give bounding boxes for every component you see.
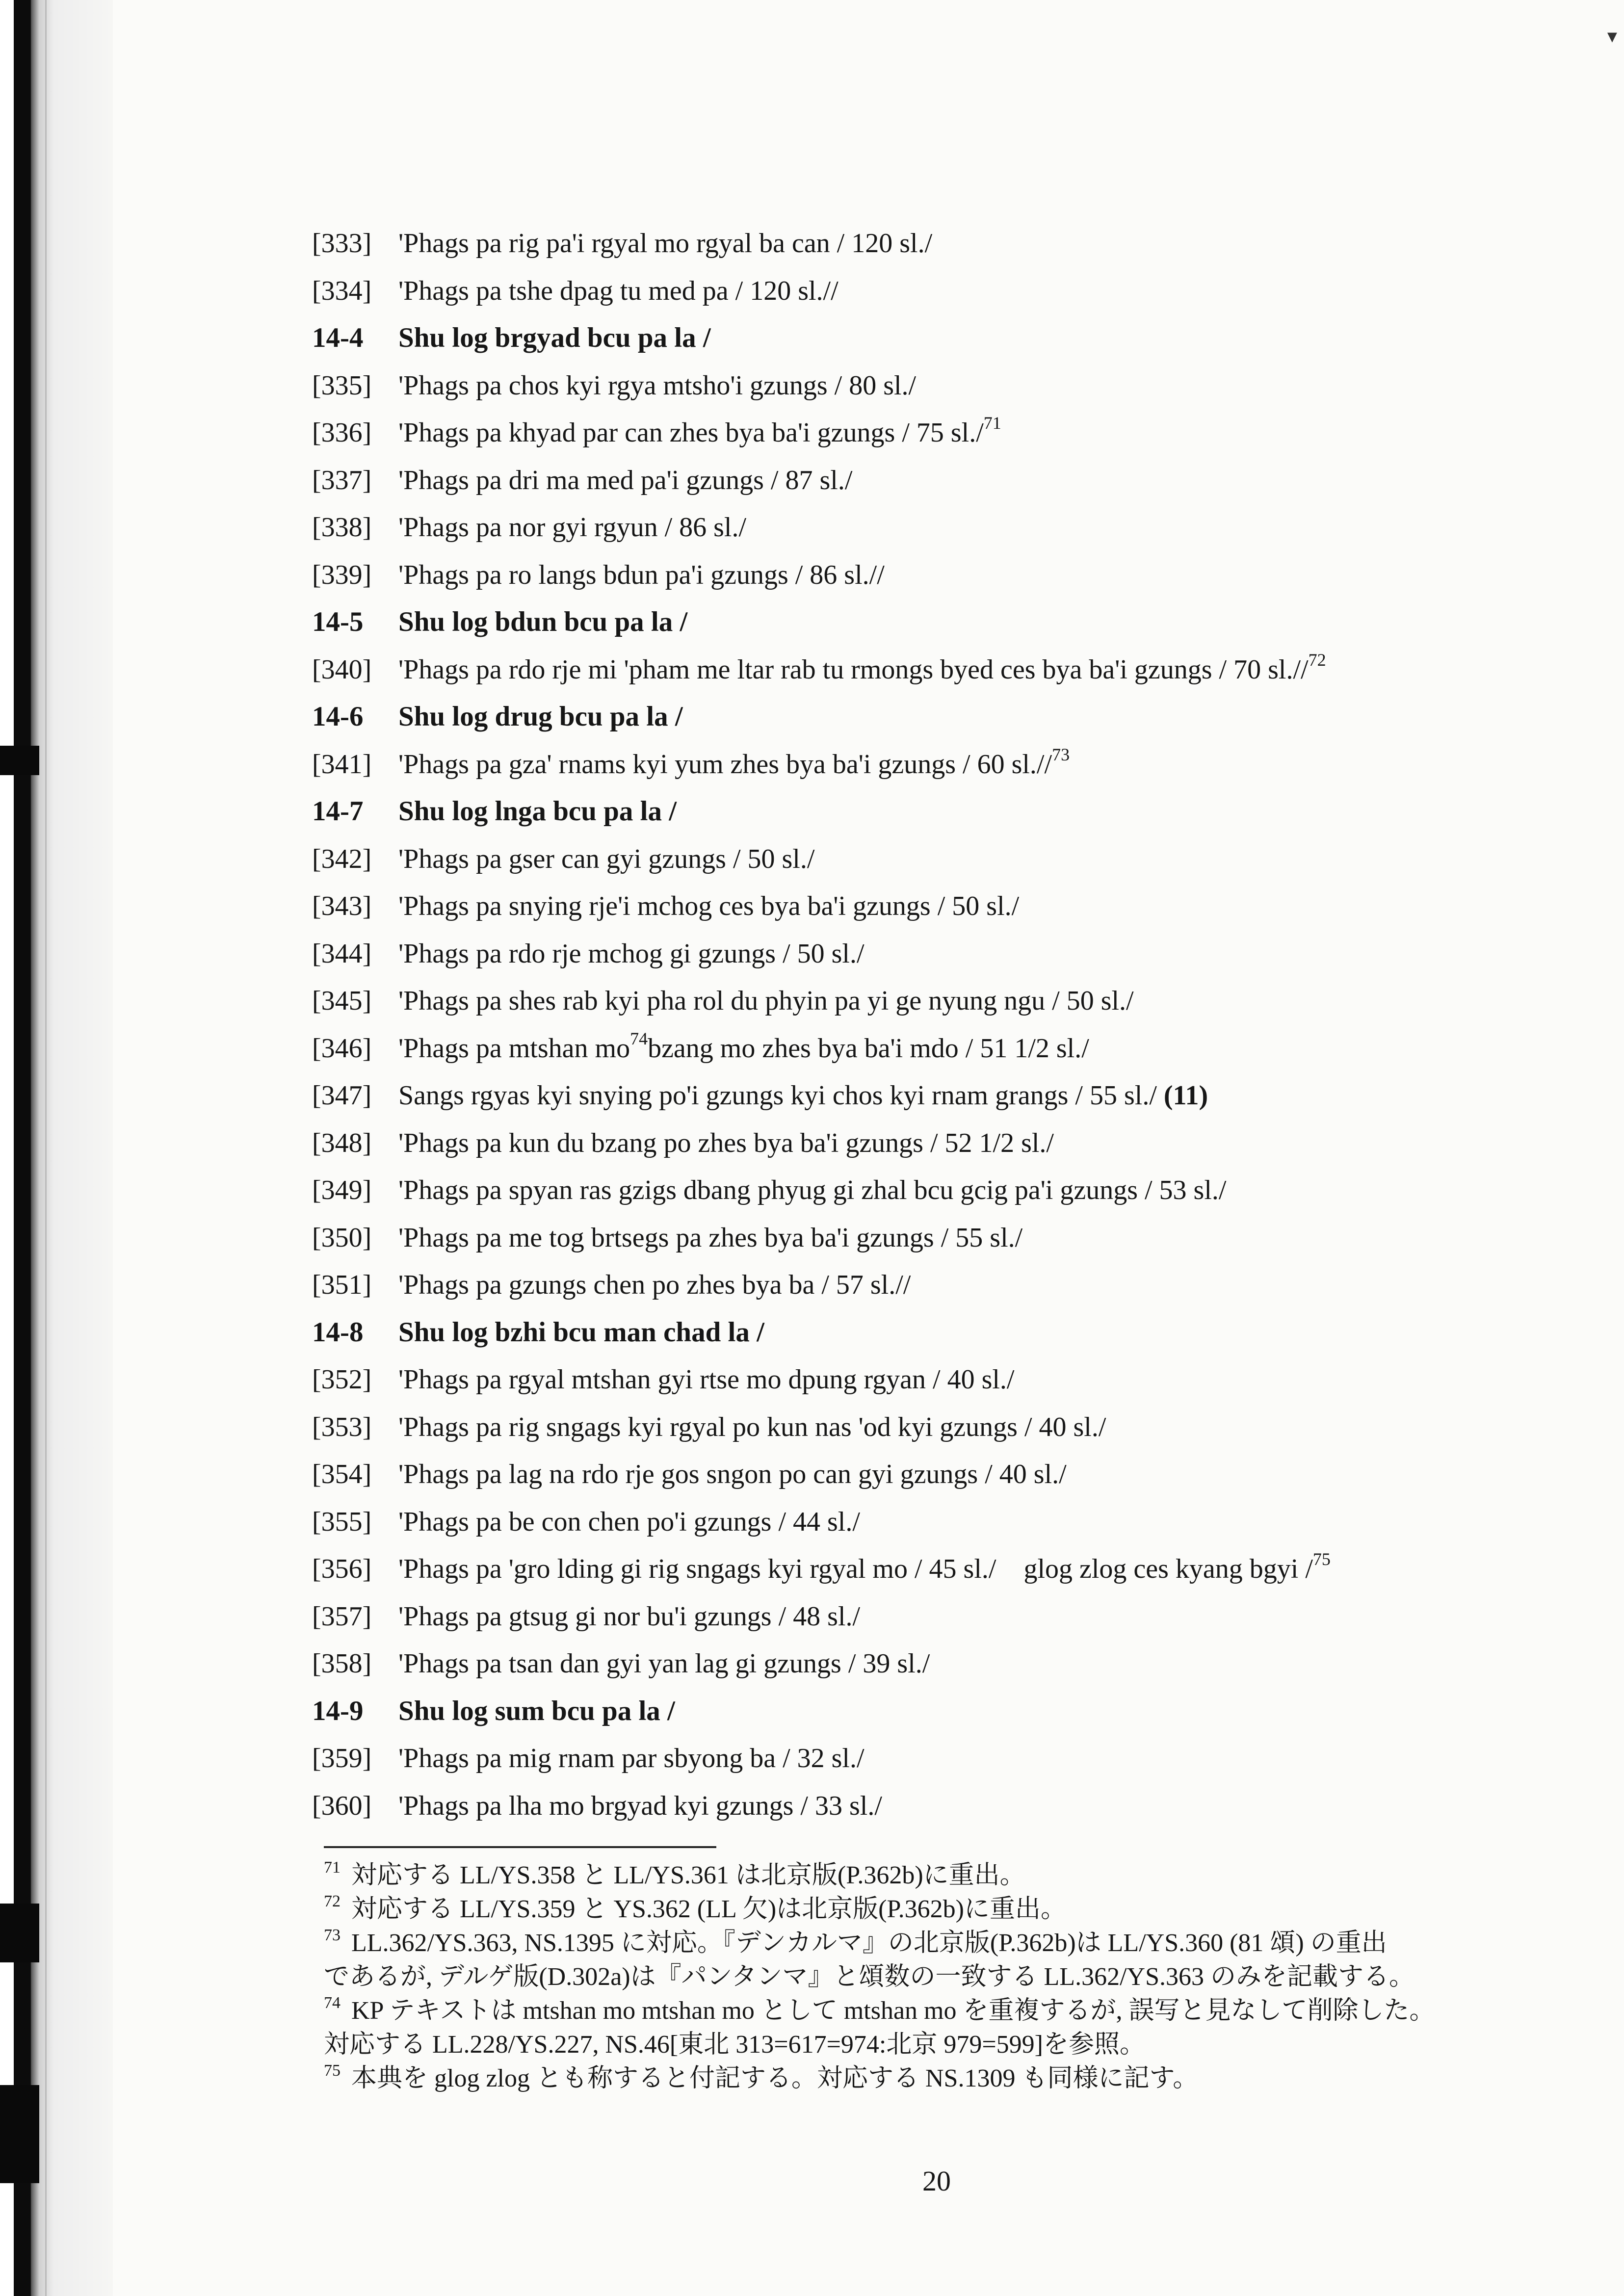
entry-row: [351] 'Phags pa gzungs chen po zhes bya ba / 57 sl.// <box>312 1270 911 1300</box>
scan-binding-edge <box>0 0 113 2296</box>
entry-row: [360] 'Phags pa lha mo brgyad kyi gzungs / 33 sl./ <box>312 1790 882 1821</box>
section-heading: 14-4 Shu log brgyad bcu pa la / <box>312 322 711 353</box>
entry-row: [357] 'Phags pa gtsug gi nor bu'i gzungs / 48 sl./ <box>312 1601 861 1632</box>
entry-row: [336] 'Phags pa khyad par can zhes bya ba'i gzungs / 75 sl./$^{71}$ <box>312 413 1001 448</box>
footnote-rule <box>324 1846 716 1848</box>
footnote-ref: 72 <box>1308 650 1326 670</box>
entry-row: [345] 'Phags pa shes rab kyi pha rol du phyin pa yi ge nyung ngu / 50 sl./ <box>312 986 1134 1016</box>
entry-row: [350] 'Phags pa me tog brtsegs pa zhes bya ba'i gzungs / 55 sl./ <box>312 1222 1023 1253</box>
entry-row: [346] 'Phags pa mtshan $mo^{74}bzang$ mo zhes bya ba'i mdo / 51 1/2 sl./ <box>312 1028 1089 1064</box>
entry-row: [333] 'Phags pa rig pa'i rgyal mo rgyal ba can / 120 sl./ <box>312 228 933 259</box>
section-count-marker: (11) <box>1163 1080 1208 1111</box>
entry-row: [356] 'Phags pa 'gro lding gi rig sngags kyi rgyal mo / 45 sl./ glog zlog ces kyang bgyi /$^{75}$ <box>312 1549 1331 1584</box>
entry-row: [342] 'Phags pa gser can gyi gzungs / 50 sl./ <box>312 843 815 874</box>
page-number: 20 <box>922 2165 951 2197</box>
section-heading: 14-7 Shu log lnga bcu pa la / <box>312 796 677 827</box>
entry-row: [335] 'Phags pa chos kyi rgya mtsho'i gzungs / 80 sl./ <box>312 370 917 401</box>
footnote-continuation: 対応する LL.228/YS.227, NS.46[東北 313=617=974:北京 979=599]を参照。 <box>324 2031 1145 2059</box>
entry-row: [352] 'Phags pa rgyal mtshan gyi rtse mo dpung rgyan / 40 sl./ <box>312 1364 1015 1395</box>
catalogue-entries <box>312 220 1490 1829</box>
footnotes <box>324 1858 1560 2095</box>
section-heading: 14-5 Shu log bdun bcu pa la / <box>312 606 688 637</box>
scan-corner-mark: ▾ <box>1607 25 1617 47</box>
entry-row: [354] 'Phags pa lag na rdo rje gos sngon po can gyi gzungs / 40 sl./ <box>312 1459 1067 1489</box>
entry-row: [359] 'Phags pa mig rnam par sbyong ba / 32 sl./ <box>312 1743 864 1774</box>
footnote: $^{71}$ 対応する LL/YS.358 と LL/YS.361 は北京版(P.362b)に重出。 <box>324 1858 1025 1889</box>
entry-row: [355] 'Phags pa be con chen po'i gzungs / 44 sl./ <box>312 1506 860 1537</box>
footnote-ref: 74 <box>630 1028 648 1048</box>
entry-row: [338] 'Phags pa nor gyi rgyun / 86 sl./ <box>312 512 747 543</box>
footnote: $^{74}$ KP テキストは mtshan mo mtshan mo として mtshan mo を重複するが, 誤写と見なして削除した。 <box>324 1993 1435 2025</box>
entry-row: [343] 'Phags pa snying rje'i mchog ces bya ba'i gzungs / 50 sl./ <box>312 891 1020 921</box>
entry-row: [347] Sangs rgyas kyi snying po'i gzungs kyi chos kyi rnam grangs / 55 sl./ (11) <box>312 1080 1208 1111</box>
entry-row: [334] 'Phags pa tshe dpag tu med pa / 120 sl.// <box>312 275 838 306</box>
footnote-mark: 72 <box>324 1892 341 1910</box>
entry-row: [349] 'Phags pa spyan ras gzigs dbang phyug gi zhal bcu gcig pa'i gzungs / 53 sl./ <box>312 1175 1227 1205</box>
entry-row: [341] 'Phags pa gza' rnams kyi yum zhes bya ba'i gzungs / 60 sl.//$^{73}$ <box>312 744 1070 780</box>
footnote: $^{75}$ 本典を glog zlog とも称すると付記する。対応する NS.1309 も同様に記す。 <box>324 2061 1199 2092</box>
entry-row: [339] 'Phags pa ro langs bdun pa'i gzungs / 86 sl.// <box>312 559 885 590</box>
footnote-mark: 71 <box>324 1858 341 1877</box>
entry-row: [358] 'Phags pa tsan dan gyi yan lag gi gzungs / 39 sl./ <box>312 1648 930 1679</box>
entry-row: [348] 'Phags pa kun du bzang po zhes bya ba'i gzungs / 52 1/2 sl./ <box>312 1127 1054 1158</box>
section-heading: 14-8 Shu log bzhi bcu man chad la / <box>312 1316 764 1348</box>
entry-row: [344] 'Phags pa rdo rje mchog gi gzungs / 50 sl./ <box>312 938 864 969</box>
entry-row: [340] 'Phags pa rdo rje mi 'pham me ltar rab tu rmongs byed ces bya ba'i gzungs / 70 sl.//$^{72}$ <box>312 650 1326 685</box>
section-heading: 14-9 Shu log sum bcu pa la / <box>312 1695 675 1726</box>
footnote-ref: 75 <box>1312 1549 1331 1569</box>
footnote-continuation: であるが, デルゲ版(D.302a)は『パンタンマ』と頌数の一致する LL.362/YS.363 のみを記載する。 <box>324 1963 1414 1991</box>
footnote-mark: 74 <box>324 1993 341 2012</box>
footnote-ref: 71 <box>983 413 1001 433</box>
section-heading: 14-6 Shu log drug bcu pa la / <box>312 701 683 732</box>
footnote: $^{72}$ 対応する LL/YS.359 と YS.362 (LL 欠)は北京版(P.362b)に重出。 <box>324 1892 1066 1923</box>
footnote: $^{73}$ LL.362/YS.363, NS.1395 に対応。『デンカルマ』の北京版(P.362b)は LL/YS.360 (81 頌) の重出 <box>324 1926 1387 1957</box>
footnote-ref: 73 <box>1052 744 1070 764</box>
entry-row: [353] 'Phags pa rig sngags kyi rgyal po kun nas 'od kyi gzungs / 40 sl./ <box>312 1411 1106 1442</box>
footnote-mark: 75 <box>324 2061 341 2080</box>
footnote-mark: 73 <box>324 1926 341 1944</box>
entry-row: [337] 'Phags pa dri ma med pa'i gzungs / 87 sl./ <box>312 465 853 496</box>
